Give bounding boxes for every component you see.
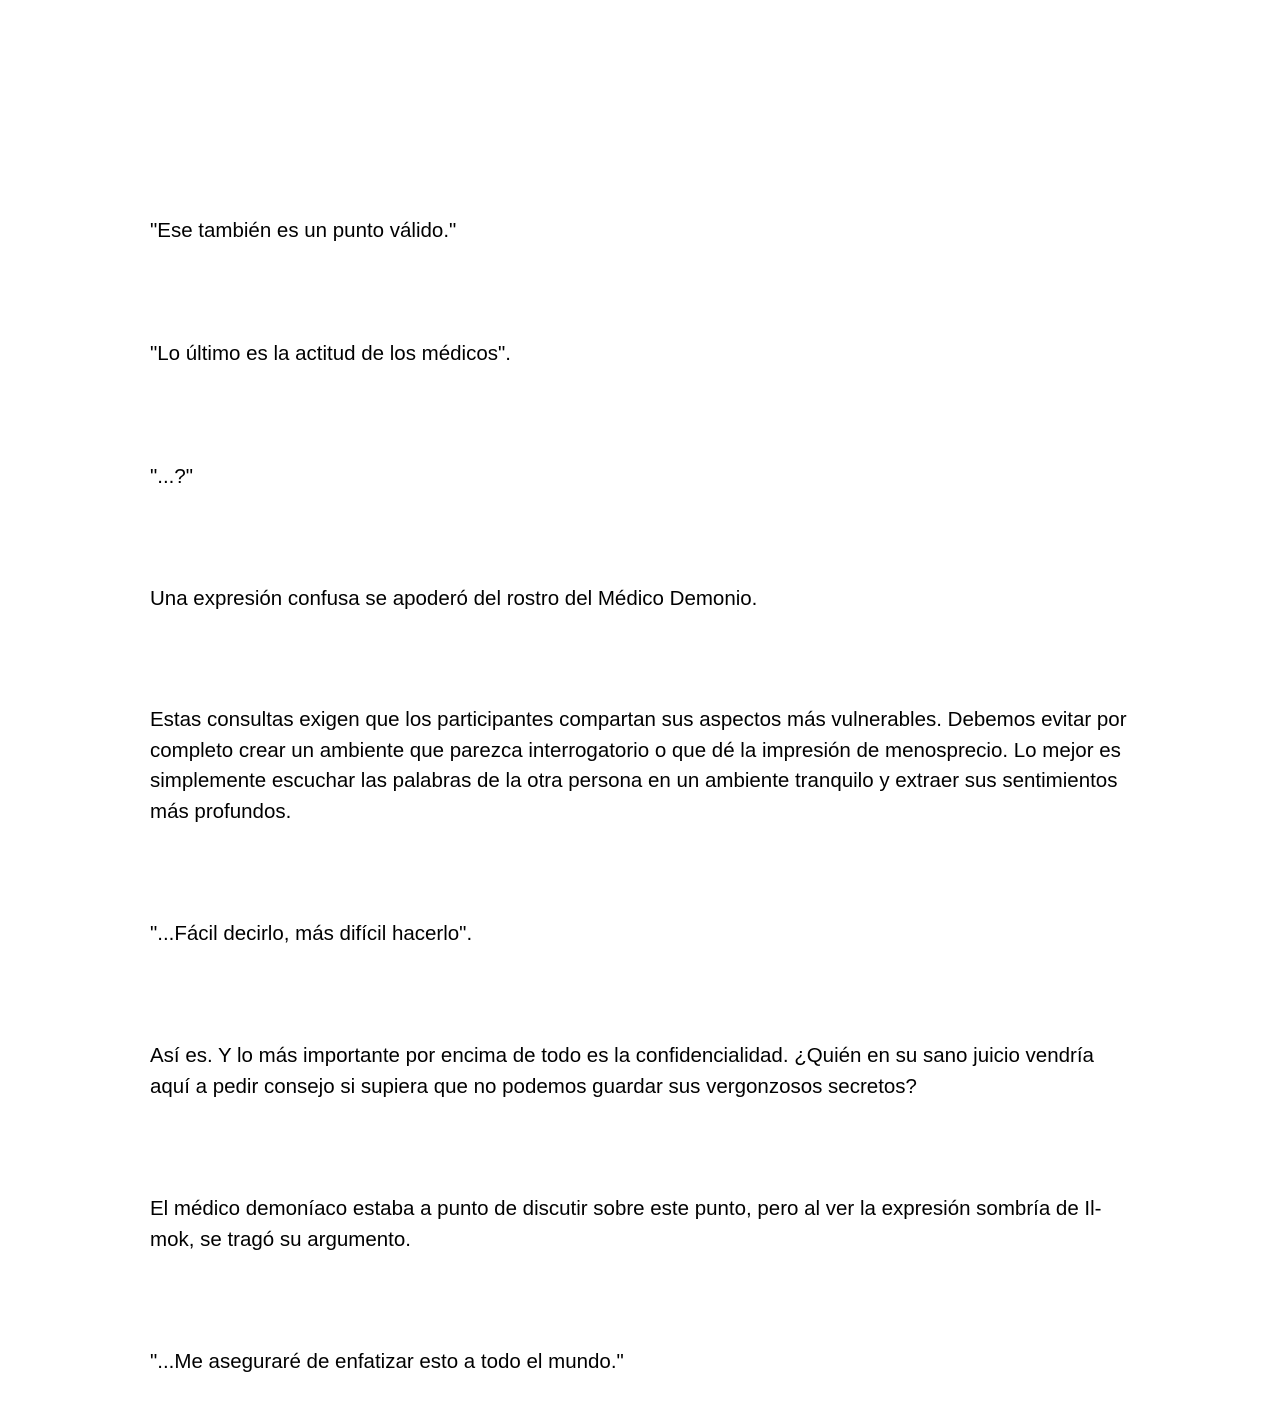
paragraph-8: El médico demoníaco estaba a punto de discutir sobre este punto, pero al ver la expresión sombría de Il-mok, se tragó su argumento. [150, 1197, 1102, 1251]
paragraph-9: "...Me aseguraré de enfatizar esto a todo el mundo." [150, 1350, 624, 1373]
paragraph-1: "Ese también es un punto válido." [150, 219, 457, 242]
paragraph-7: Así es. Y lo más importante por encima de todo es la confidencialidad. ¿Quién en su sano juicio vendría aquí a pedir consejo si supiera que no podemos guardar sus vergonzosos secretos? [150, 1044, 1094, 1098]
paragraph-2: "Lo último es la actitud de los médicos". [150, 342, 511, 365]
paragraph-3: "...?" [150, 465, 194, 488]
paragraph-4: Una expresión confusa se apoderó del rostro del Médico Demonio. [150, 587, 758, 610]
paragraph-5: Estas consultas exigen que los participantes compartan sus aspectos más vulnerables. Debemos evitar por completo crear un ambiente que parezca interrogatorio o que dé la impresión de menosprecio. Lo mejor es simplemente escuchar las palabras de la otra persona en un ambiente tranquilo y extraer sus sentimientos más profundos. [150, 708, 1127, 823]
paragraph-6: "...Fácil decirlo, más difícil hacerlo". [150, 922, 473, 945]
